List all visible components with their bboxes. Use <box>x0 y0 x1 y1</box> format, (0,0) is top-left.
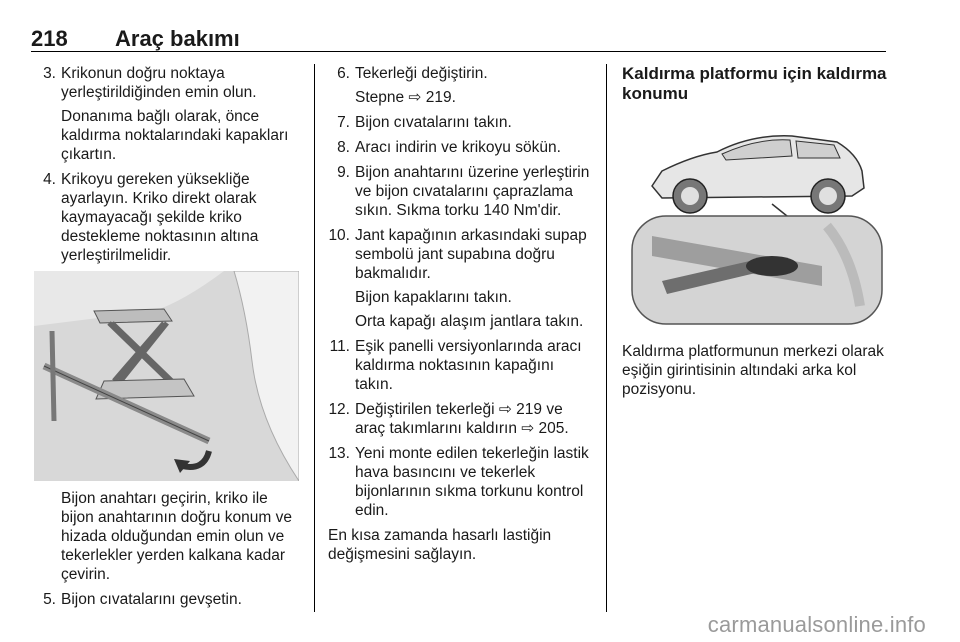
step-text: Bijon cıvatalarını gevşetin. <box>61 591 242 608</box>
step-8 <box>328 138 596 157</box>
column-3 <box>622 64 888 405</box>
column-2 <box>328 64 596 570</box>
step-number: 4. <box>43 171 56 188</box>
page-header <box>31 26 886 52</box>
page-number: 218 <box>31 26 68 51</box>
step-note: Stepne ⇨ 219. <box>355 89 456 106</box>
lift-point-illustration-svg <box>622 116 886 328</box>
step-text: Tekerleği değiştirin. <box>355 65 488 82</box>
step-note: Orta kapağı alaşım jantlara takın. <box>355 313 584 330</box>
step-number: 7. <box>337 114 350 131</box>
step-text: Krikoyu gereken yüksekliğe ayarlayın. Kriko direkt olarak kaymayacağı şekilde kriko destekleme noktasının altına yerleştirilmelidir. <box>61 171 259 264</box>
column-1 <box>34 64 300 615</box>
column-divider-2 <box>606 64 607 612</box>
closing-paragraph: En kısa zamanda hasarlı lastiğin değişmesini sağlayın. <box>328 527 552 563</box>
step-note: Donanıma bağlı olarak, önce kaldırma noktalarındaki kapakları çıkartın. <box>61 108 289 163</box>
step-note: Bijon kapaklarını takın. <box>355 289 512 306</box>
step-text: Değiştirilen tekerleği ⇨ 219 ve araç takımlarını kaldırın ⇨ 205. <box>355 401 569 437</box>
step-6 <box>328 64 596 107</box>
caption-text: Bijon anahtarı geçirin, kriko ile bijon anahtarının doğru konum ve hizada olduğundan emin olun ve tekerlekler yerden kalkana kadar çevirin. <box>61 490 292 583</box>
step-number: 6. <box>337 65 350 82</box>
step-number: 11. <box>329 338 350 355</box>
step-number: 8. <box>337 139 350 156</box>
step-10 <box>328 226 596 331</box>
step-number: 3. <box>43 65 56 82</box>
jack-illustration <box>34 271 299 481</box>
step-text: Krikonun doğru noktaya yerleştirildiğinden emin olun. <box>61 65 257 101</box>
step-3 <box>34 64 300 164</box>
column-divider-1 <box>314 64 315 612</box>
section-title: Araç bakımı <box>115 26 240 51</box>
jack-illustration-svg <box>34 271 299 481</box>
step-number: 13. <box>328 445 350 462</box>
watermark: carmanualsonline.info <box>707 612 926 637</box>
step-number: 5. <box>43 591 56 608</box>
step-7 <box>328 113 596 132</box>
step-text: Jant kapağının arkasındaki supap sembolü jant supabına doğru bakmalıdır. <box>355 227 587 282</box>
step-number: 9. <box>337 164 350 181</box>
lift-position-caption: Kaldırma platformunun merkezi olarak eşiğin girintisinin altındaki arka kol pozisyonu. <box>622 343 884 398</box>
step-text: Eşik panelli versiyonlarında aracı kaldırma noktasının kapağını takın. <box>355 338 582 393</box>
step-4 <box>34 170 300 265</box>
step-9 <box>328 163 596 220</box>
lift-position-heading: Kaldırma platformu için kaldırma konumu <box>622 64 887 103</box>
step-text: Aracı indirin ve krikoyu sökün. <box>355 139 561 156</box>
step-11 <box>328 337 596 394</box>
jack-caption <box>34 489 300 584</box>
step-text: Bijon cıvatalarını takın. <box>355 114 512 131</box>
step-12 <box>328 400 596 438</box>
step-number: 10. <box>328 227 350 244</box>
step-13 <box>328 444 596 520</box>
step-number: 12. <box>328 401 350 418</box>
lift-point-illustration <box>622 116 886 328</box>
step-text: Yeni monte edilen tekerleğin lastik hava basıncını ve tekerlek bijonlarının sıkma torkunu kontrol edin. <box>355 445 589 519</box>
step-text: Bijon anahtarını üzerine yerleştirin ve bijon cıvatalarını çaprazlama sıkın. Sıkma torku 140 Nm'dir. <box>355 164 590 219</box>
step-5 <box>34 590 300 609</box>
